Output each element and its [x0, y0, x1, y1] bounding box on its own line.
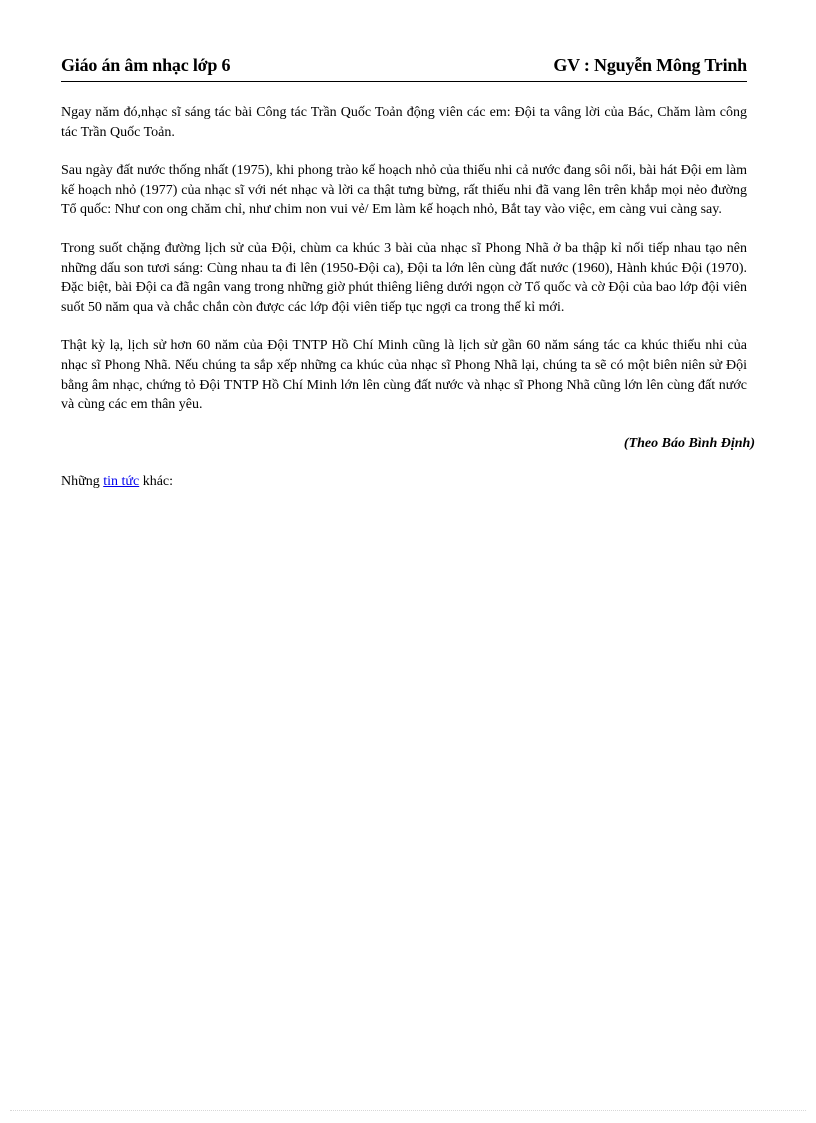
page-bottom-divider: [10, 1110, 806, 1111]
article-paragraph: Trong suốt chặng đường lịch sử của Đội, chùm ca khúc 3 bài của nhạc sĩ Phong Nhã ở ba thập kỉ nối tiếp nhau tạo nên những dấu son tươi sáng: Cùng nhau ta đi lên (1950-Đội ca), Đội ta lớn lên cùng đất nước (1960), Hành khúc Đội (1970). Đặc biệt, bài Đội ca đã ngân vang trong những giờ phút thiêng liêng dưới ngọn cờ Tổ quốc và cờ Đội của bao lớp đội viên suốt 50 năm qua và chắc chắn còn được các lớp đội viên tiếp tục ngợi ca trong thế kỉ mới.: [61, 240, 747, 315]
more-news-suffix: khác:: [142, 474, 174, 490]
page-header: [61, 55, 747, 82]
more-news-prefix: Những: [61, 474, 100, 490]
teacher-name: GV : Nguyễn Mông Trinh: [553, 55, 747, 75]
more-news-line: [61, 472, 747, 492]
article-body: [61, 103, 755, 492]
article-source: (Theo Báo Bình Định): [623, 435, 755, 451]
article-paragraph: Thật kỳ lạ, lịch sử hơn 60 năm của Đội TNTP Hồ Chí Minh cũng là lịch sử gần 60 năm sáng tác ca khúc thiếu nhi của nhạc sĩ Phong Nhã. Nếu chúng ta sắp xếp những ca khúc của nhạc sĩ Phong Nhã lại, chúng ta sẽ có một biên niên sử Đội bằng âm nhạc, chứng tỏ Đội TNTP Hồ Chí Minh lớn lên cùng đất nước và nhạc sĩ Phong Nhã cũng lớn lên cùng đất nước và cùng các em thân yêu.: [61, 338, 747, 413]
article-paragraph: Sau ngày đất nước thống nhất (1975), khi phong trào kế hoạch nhỏ của thiếu nhi cả nước đang sôi nổi, bài hát Đội em làm kế hoạch nhỏ (1977) của nhạc sĩ với nét nhạc và lời ca thật tưng bừng, rất thiếu nhi đã vang lên trên khắp mọi nẻo đường Tổ quốc: Như con ong chăm chỉ, như chim non vui vẻ/ Em làm kế hoạch nhỏ, Bắt tay vào việc, em càng vui càng say.: [61, 163, 747, 218]
news-link[interactable]: tin tức: [103, 474, 140, 490]
lesson-title: Giáo án âm nhạc lớp 6: [61, 55, 231, 75]
article-paragraph: Ngay năm đó,nhạc sĩ sáng tác bài Công tác Trần Quốc Toản động viên các em: Đội ta vâng lời của Bác, Chăm làm công tác Trần Quốc Toản.: [61, 105, 747, 140]
